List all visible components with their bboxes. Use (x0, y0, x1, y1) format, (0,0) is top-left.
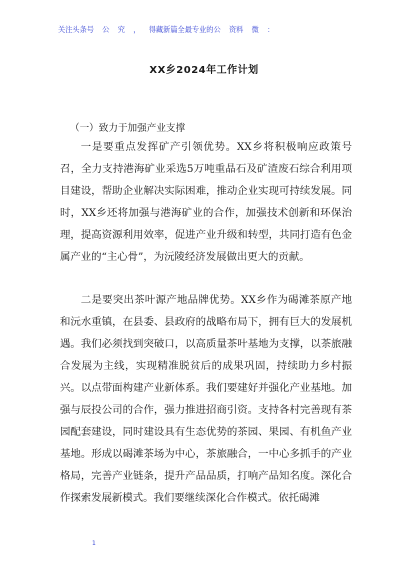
header-text-2: 公 (102, 25, 110, 34)
paragraph-2: 二是要突出茶叶源产地品牌优势。XX乡作为碣滩茶原产地和沅水重镇，在县委、县政府的战略布局下，拥有巨大的发展机遇。我们必须找到突破口，以高质量茶叶基地为支撑，以茶旅融合发展为主线，实现精准脱贫后的成果巩固，持续助力乡村振兴。以点带面构建产业新体系。我们要建好并强化产业基地。加强与辰投公司的合作，强力推进招商引资。支持各村完善现有茶园配套建设，同时建设具有生态优势的茶园、果园、有机鱼产业基地。形成以碣滩茶场为中心，茶旅融合，一中心多抓手的产业格局，完善产业链条，提升产品品质，打响产品知名度。深化合作探索发展新模式。我们要继续深化合作模式。依托碣滩 (60, 294, 352, 504)
header-text-6: 资料 (228, 25, 244, 34)
header-text-8: ： (267, 25, 275, 34)
section-heading: （一）致力于加强产业支撑 (70, 123, 186, 134)
document-title: XX乡2024年工作计划 (149, 65, 259, 76)
paragraph-1: 一是要重点发挥矿产引领优势。XX乡将积极响应政策号召，全力支持港海矿业采选5万吨重晶石及矿渣废石综合利用项目建设，帮助企业解决实际困难，推动企业实现可持续发展。同时，XX乡还将加强与港海矿业的合作，加强技术创新和环保治理，提高资源利用效率，促进产业升级和转型，共同打造有色金属产业的“主心骨”，为沅陵经济发展做出更大的贡献。 (60, 141, 352, 263)
header-text-7: 微 (251, 25, 259, 34)
header-text-5: 得藏新篇全最专业的公 (148, 25, 221, 34)
header-text-3: 究 (117, 25, 125, 34)
header-text-4: ， (133, 25, 141, 34)
page-number: 1 (92, 540, 96, 547)
header-promo-bar (58, 24, 358, 36)
header-text-1: 关注头条号 (58, 25, 94, 34)
